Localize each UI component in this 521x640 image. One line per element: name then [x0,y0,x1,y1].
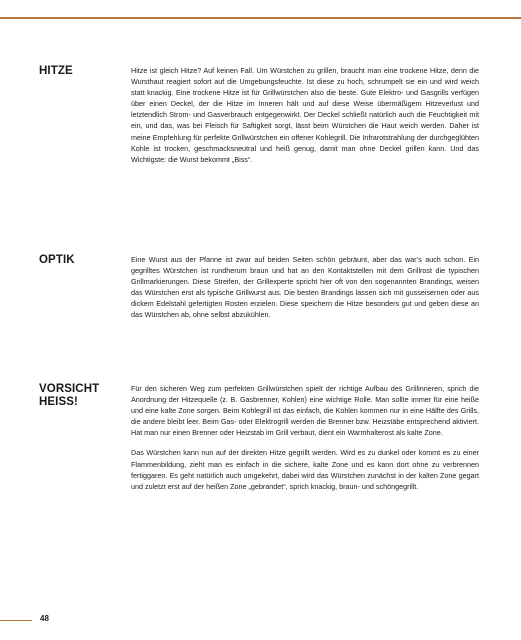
paragraph: Für den sicheren Weg zum perfekten Grillwürstchen spielt der richtige Aufbau des Grillinneren, sprich die Anordnung der Hitzequelle (z. B. Gasbrenner, Kohlen) eine wichtige Rolle. Man sollte immer für eine heiße und eine kalte Zone sorgen. Beim Kohlegrill ist das einfach, die Kohlen kommen nur in eine Hälfte des Grills, die andere bleibt leer. Beim Gas- oder Elektrogrill werden die Brenner bzw. Heizstäbe entsprechend aktiviert. Hat man nur einen Brenner oder Heizstab im Grill verbaut, dient ein Warmhalterost als kalte Zone. [131,384,479,438]
paragraph: Hitze ist gleich Hitze? Auf keinen Fall. Um Würstchen zu grillen, braucht man eine trockene Hitze, denn die Wursthaut reagiert sofort auf die Umgebungsfeuchte. Ist diese zu hoch, schrumpelt sie ein und wird weich statt knackig. Eine trockene Hitze ist für Grillwürstchen also die beste. Gute Elektro- und Gasgrills verfügen über einen Deckel, der die Hitze im Inneren hält und auf diese Weise übermäßigem Hitzeverlust und letztendlich Strom- und Gasverbrauch entgegenwirkt. Der Deckel schließt natürlich auch die Feuchtigkeit mit ein, und das, was bei Fleisch für Saftigkeit sorgt, lässt beim Würstchen die Haut weich werden. Daher ist meine Empfehlung für perfekte Grillwürstchen ein offener Kohlegrill. Die Infrarotstrahlung der durchgeglühten Kohle ist trocken, geschmacksneutral und heiß genug, damit man ohne Deckel grillen kann. Und das Wichtigste: die Wurst bekommt „Biss“. [131,66,479,164]
heading-line: HITZE [39,65,73,77]
page-number: 48 [40,614,49,623]
footer-rule [0,620,32,621]
section-body [131,65,479,165]
heading-line: OPTIK [39,254,75,266]
heading-line: HEISS! [39,396,78,408]
top-rule [0,17,521,19]
section-heading [39,65,127,78]
section-body [131,254,479,321]
paragraph: Das Würstchen kann nun auf der direkten Hitze gegrillt werden. Wird es zu dunkel oder kommt es zu einer Flammenbildung, zieht man es einfach in die sichere, kalte Zone und es kann dort ohne zu verbrennen fertiggaren. Es geht natürlich auch umgekehrt, dabei wird das Würstchen zunächst in der kalten Zone gegart und zuletzt erst auf der heißen Zone „gebrandet“, sprich knackig, braun- und schöngegrillt. [131,448,479,491]
heading-line: VORSICHT [39,383,100,395]
paragraph: Eine Wurst aus der Pfanne ist zwar auf beiden Seiten schön gebräunt, aber das war’s auch schon. Ein gegrilltes Würstchen ist rundherum braun und hat an den Kontaktstellen mit dem Grillrost die typischen Grillmarkierungen. Diese Streifen, der Grillexperte spricht hier oft von den sogenannten Brandings, weisen das Würstchen erst als typische Grillwurst aus. Die besten Brandings lassen sich mit gusseisernen oder aus dickem Edelstahl gefertigten Rosten erzielen. Diese speichern die Hitze besonders gut und geben diese an das Würstchen ab, ohne selbst abzukühlen. [131,255,479,320]
section-heading [39,254,127,267]
section-heading [39,383,127,409]
section-body [131,383,479,492]
